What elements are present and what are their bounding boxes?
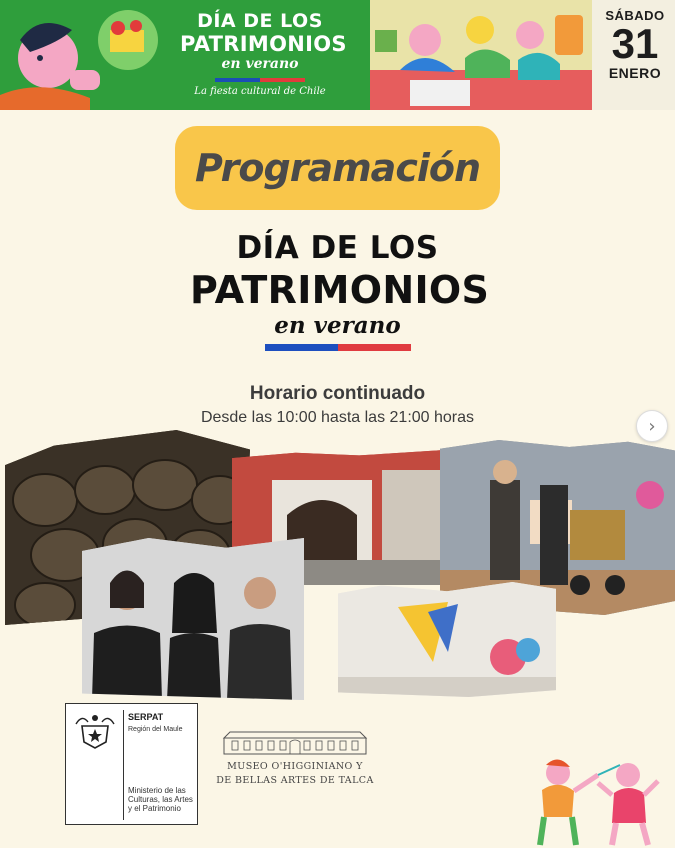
date-weekday: SÁBADO: [605, 8, 665, 23]
banner-flag-bar: [215, 78, 305, 82]
schedule-hours: Desde las 10:00 hasta las 21:00 horas: [200, 409, 475, 426]
logo-line1: DÍA DE LOS: [236, 230, 439, 266]
event-logo: [190, 228, 490, 351]
serpat-ministry: Ministerio de las Culturas, las Artes y el Patrimonio: [128, 786, 193, 813]
serpat-region: Región del Maule: [128, 726, 183, 733]
banner-title: [180, 10, 347, 97]
photo-paper-crafts: [338, 582, 556, 697]
date-month: ENERO: [608, 65, 662, 81]
logo-line2: PATRIMONIOS: [190, 268, 490, 312]
banner-date: [600, 8, 670, 81]
banner-illustration-left: [0, 0, 170, 110]
photo-music-band: [82, 538, 304, 700]
serpat-name: SERPAT: [128, 712, 164, 722]
header-banner: [0, 0, 675, 110]
logo-flag-bar: [265, 344, 411, 351]
banner-title-line3: en verano: [221, 56, 299, 72]
headline-text: Programación: [194, 146, 481, 190]
chevron-right-icon: ›: [648, 415, 656, 437]
headline-pill: [175, 126, 500, 210]
schedule-title: Horario continuado: [249, 383, 426, 404]
serpat-divider: [123, 710, 124, 820]
museum-name-line2: DE BELLAS ARTES DE TALCA: [216, 775, 374, 786]
banner-tagline: La fiesta cultural de Chile: [194, 86, 326, 97]
banner-title-line1: DÍA DE LOS: [197, 10, 323, 32]
museum-name-line1: MUSEO O'HIGGINIANO Y: [227, 761, 363, 772]
carousel-next-button[interactable]: [636, 410, 668, 442]
museum-building-icon: [220, 728, 370, 756]
banner-illustration-right: [370, 0, 595, 110]
date-day: 31: [611, 20, 659, 67]
banner-title-line2: PATRIMONIOS: [180, 32, 347, 56]
logo-line3: en verano: [274, 312, 401, 339]
serpat-logo: [65, 703, 198, 825]
museum-logo: [215, 728, 375, 788]
footer-illustration: [528, 745, 668, 848]
chile-crest-icon: [74, 712, 116, 752]
